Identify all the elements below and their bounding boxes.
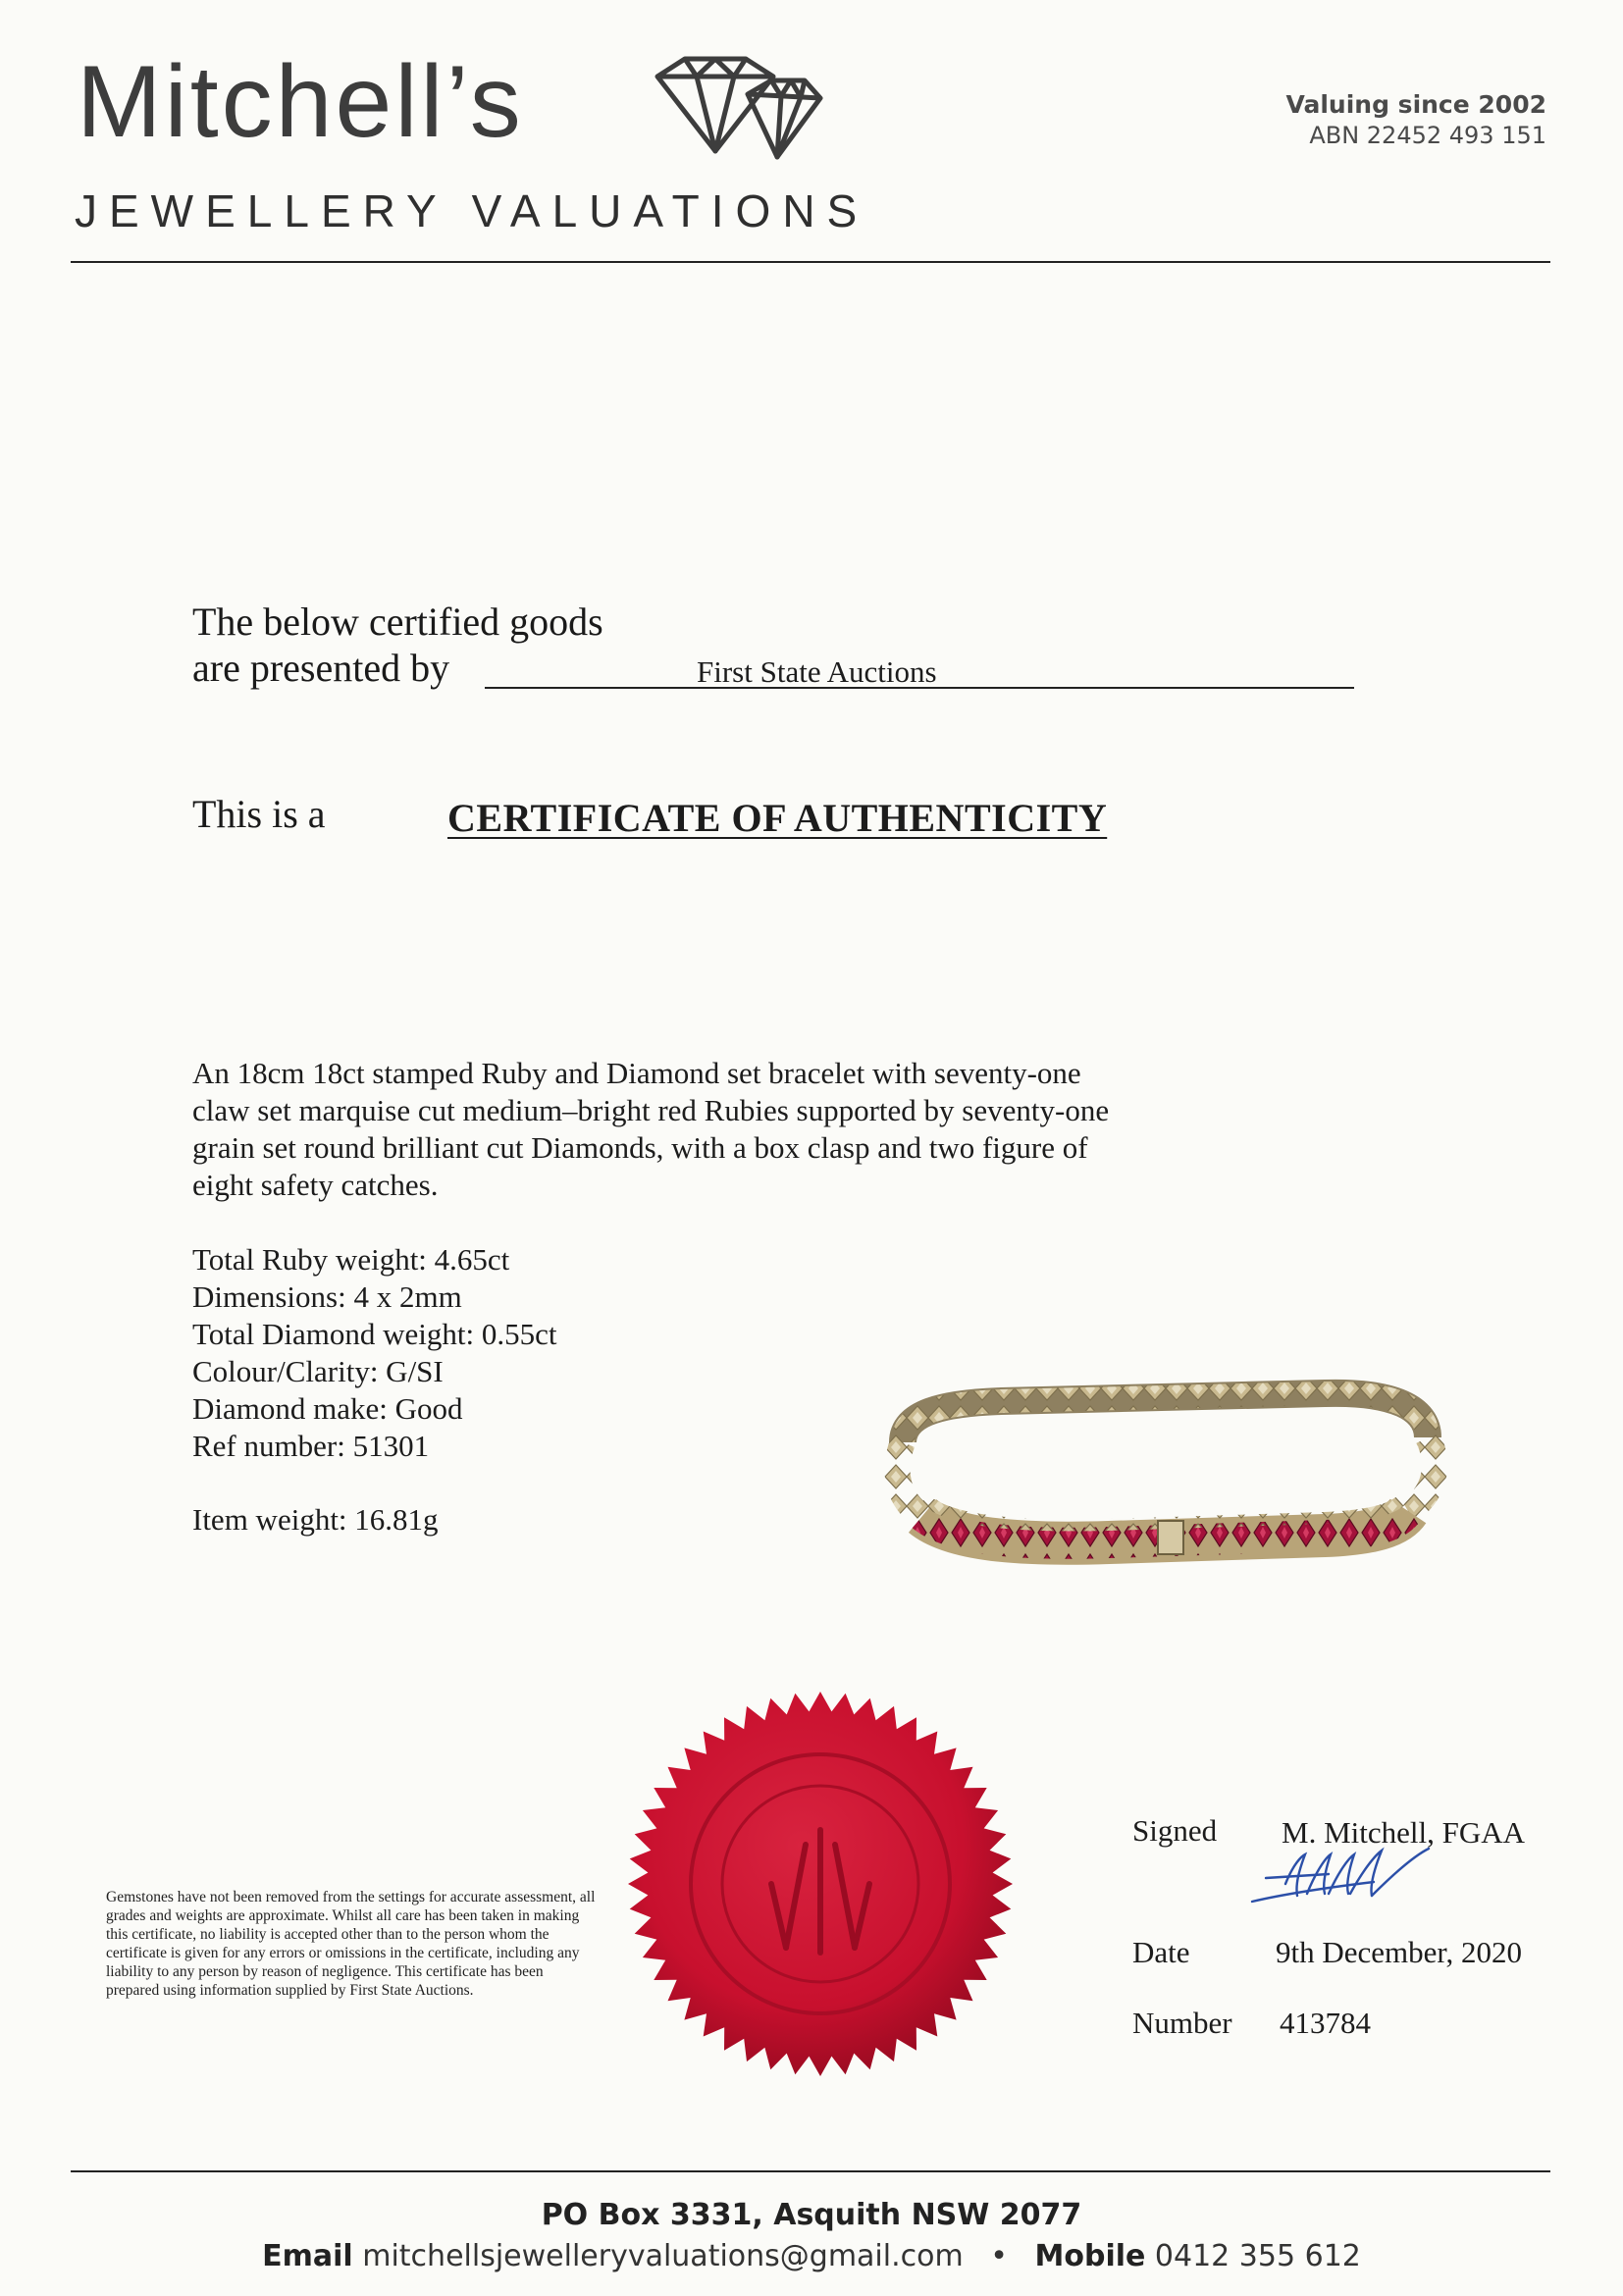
- signed-by: M. Mitchell, FGAA: [1282, 1815, 1525, 1850]
- spec-ruby-weight: Total Ruby weight: 4.65ct: [192, 1242, 510, 1277]
- abn-number: ABN 22452 493 151: [1309, 122, 1546, 149]
- brand-subtitle: JEWELLERY VALUATIONS: [75, 185, 869, 236]
- intro-line-2: are presented by: [192, 646, 450, 690]
- item-weight: Item weight: 16.81g: [192, 1502, 439, 1537]
- spec-ref-number: Ref number: 51301: [192, 1429, 430, 1463]
- footer-divider: [71, 2170, 1550, 2172]
- item-description: An 18cm 18ct stamped Ruby and Diamond set bracelet with seventy-one claw set marquise cut medium–bright red Rubies supported by seventy-one grain set round brilliant cut Diamonds, with a box clasp and two figure of eight safety catches.: [192, 1056, 1110, 1202]
- spec-diamond-weight: Total Diamond weight: 0.55ct: [192, 1317, 557, 1351]
- signature-image: [1246, 1845, 1462, 1913]
- brand-name: Mitchell’s: [77, 45, 524, 159]
- bracelet-image: [864, 1374, 1452, 1570]
- certificate-prefix: This is a: [192, 792, 326, 836]
- mobile-label: Mobile: [1034, 2239, 1146, 2273]
- spec-dimensions: Dimensions: 4 x 2mm: [192, 1279, 462, 1314]
- email-label: Email: [262, 2239, 353, 2273]
- intro-line-1: The below certified goods: [192, 600, 603, 644]
- presenter-name: First State Auctions: [697, 654, 937, 689]
- separator-dot: •: [990, 2239, 1008, 2273]
- header-divider: [71, 261, 1550, 263]
- date-value: 9th December, 2020: [1276, 1935, 1522, 1969]
- disclaimer-text: Gemstones have not been removed from the settings for accurate assessment, all grades and weights are approximate. Whilst all care has been taken in making this certificate, no liability is accepted other than to the person whom the certificate is given for any errors or omissions in the certificate, including any liability to any person by reason of negligence. This certificate has been prepared using information supplied by First State Auctions.: [106, 1889, 596, 1999]
- contact-line: [0, 2239, 1623, 2273]
- certificate-number: 413784: [1280, 2006, 1371, 2040]
- number-label: Number: [1132, 2006, 1232, 2040]
- diamond-icon: [638, 55, 824, 163]
- date-label: Date: [1132, 1935, 1190, 1969]
- certificate-title: CERTIFICATE OF AUTHENTICITY: [447, 796, 1108, 840]
- email-address[interactable]: mitchellsjewelleryvaluations@gmail.com: [362, 2239, 964, 2273]
- postal-address: PO Box 3331, Asquith NSW 2077: [541, 2198, 1082, 2232]
- tagline: Valuing since 2002: [1285, 90, 1546, 119]
- wax-seal-icon: [624, 1688, 1017, 2080]
- spec-diamond-make: Diamond make: Good: [192, 1391, 463, 1426]
- signed-label: Signed: [1132, 1813, 1218, 1848]
- spec-colour-clarity: Colour/Clarity: G/SI: [192, 1354, 444, 1388]
- mobile-number[interactable]: 0412 355 612: [1154, 2239, 1361, 2273]
